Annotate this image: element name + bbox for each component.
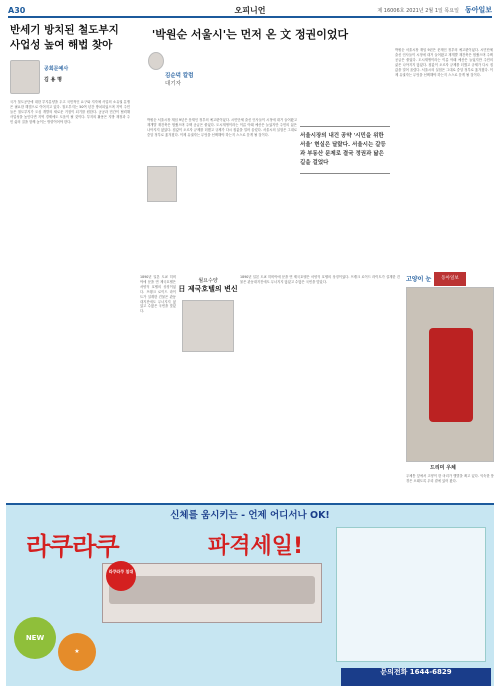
history-box-title: 日 제국호텔의 변신 <box>178 284 238 293</box>
left-headline: 반세기 방치된 철도부지 사업성 높여 해법 찾아 <box>10 24 119 51</box>
ad-sub-badge: 라쿠라쿠 침대 <box>106 561 136 591</box>
author-photo <box>148 52 164 70</box>
ad-slogan: 파격세일! <box>208 534 304 559</box>
mailbox-shape <box>429 328 473 422</box>
ad-badge-1: NEW <box>14 617 56 659</box>
pull-quote: 서울시장의 내건 공약 '시민을 위한 서울' 현실은 달랐다. 서울시는 갈등과 부동산 문제로 결국 정권과 닮은 길을 걸었다 <box>300 126 390 174</box>
left-article-body: 국가 철도공단에 대한 부지분양을 두고 국민적인 요구와 지자체 사업의 소유권 분쟁은 필요한 해법으로 이어지고 있다. 철도부지는 50여 년간 방치되었으며 지역 주민들은 철도부지가 도심 개발의 새로운 거점이 되기를 원한다. 공공과 민간이 협력해 사업성을 높인다면 지역 경제에도 도움이 될 것이다. 부지의 활용은 지방 재정과 주민 삶의 질을 함께 높이는 방향이어야 한다. <box>10 100 130 124</box>
page-number: A30 <box>8 5 26 15</box>
inline-photo <box>147 166 177 202</box>
ad-badge-2: ★ <box>58 633 96 671</box>
columnist-name: 김 용 명 <box>44 77 62 83</box>
photo-caption: 드리미 우체 <box>430 465 456 471</box>
history-box-header <box>178 277 238 293</box>
ad-phone-number: 문의전화 1644-6829 <box>341 668 491 686</box>
red-stamp: 동아일보 <box>434 272 466 286</box>
author-title: 대기자 <box>165 81 181 87</box>
ad-brand: 라쿠라쿠 <box>26 532 119 561</box>
section-name: 오피니언 <box>234 5 266 15</box>
author-byline <box>165 72 193 88</box>
photo-caption-body: 우체통 앞에서 고양이 한 마리가 햇볕을 쬐고 있다. 익숙한 풍경은 오래도록 우리 곁에 있어 왔다. <box>406 474 494 483</box>
history-box-body: 1890년 일본 도쿄 히비야에 문을 연 제국호텔은 서양식 호텔의 상징이었다. 프랭크 로이드 라이트가 설계한 건물은 관동대지진에도 무너지지 않았고 수많은 국빈을 맞았다. <box>240 275 400 284</box>
main-article-body: 박원순 서울시장 재임 9년은 문재인 정부의 예고편이었다. 시민단체 출신 인사들이 시정에 대거 들어왔고 재개발 재건축은 멈췄으며 주택 공급은 줄었다. 도시재생이라는 이름 아래 예산은 늘었지만 주민의 삶은 나아지지 않았다. 집값이 오르자 규제를 더했고 규제가 다시 집값을 밀어 올렸다. 서울시의 실험은 그대로 중앙 정부로 옮겨졌다. 이제 유권자는 무엇을 선택해야 하는지 스스로 묻게 될 것이다. <box>147 118 297 137</box>
author-name: 김순덕 칼럼 <box>165 73 194 79</box>
ad-product-panel <box>336 527 486 662</box>
page-header <box>8 4 492 18</box>
advertisement <box>6 503 494 686</box>
right-column-brand: 고양이 눈 <box>406 276 432 283</box>
mailbox-photo <box>406 287 494 462</box>
history-photo <box>182 300 234 352</box>
bed-mattress <box>109 576 315 604</box>
columnist-title: 공회문예사 <box>44 66 69 72</box>
columnist-photo <box>10 60 40 94</box>
history-box-label: 월요수양 <box>198 278 218 284</box>
main-headline: '박원순 서울시'는 먼저 온 文 정권이었다 <box>151 28 349 41</box>
ad-top-text: 신체를 움시키는 - 언제 어디서나 OK! <box>170 510 330 521</box>
issue-date: 제 16006호 2021년 2월 1일 목요일 <box>377 7 459 14</box>
main-article-continued: 박원순 서울시장 재임 9년은 문재인 정부의 예고편이었다. 시민단체 출신 인사들이 시정에 대거 들어왔고 재개발 재건축은 멈췄으며 주택 공급은 줄었다. 도시재생이라는 이름 아래 예산은 늘었지만 주민의 삶은 나아지지 않았다. 집값이 오르자 규제를 더했고 규제가 다시 집값을 밀어 올렸다. 서울시의 실험은 그대로 중앙 정부로 옮겨졌다. 이제 유권자는 무엇을 선택해야 하는지 스스로 묻게 될 것이다. <box>395 48 493 77</box>
newspaper-brand: 동아일보 <box>464 5 492 14</box>
lower-left-text: 1890년 일본 도쿄 히비야에 문을 연 제국호텔은 서양식 호텔의 상징이었다. 프랭크 로이드 라이트가 설계한 건물은 관동대지진에도 무너지지 않았고 수많은 국빈을 맞았다. <box>140 275 176 314</box>
